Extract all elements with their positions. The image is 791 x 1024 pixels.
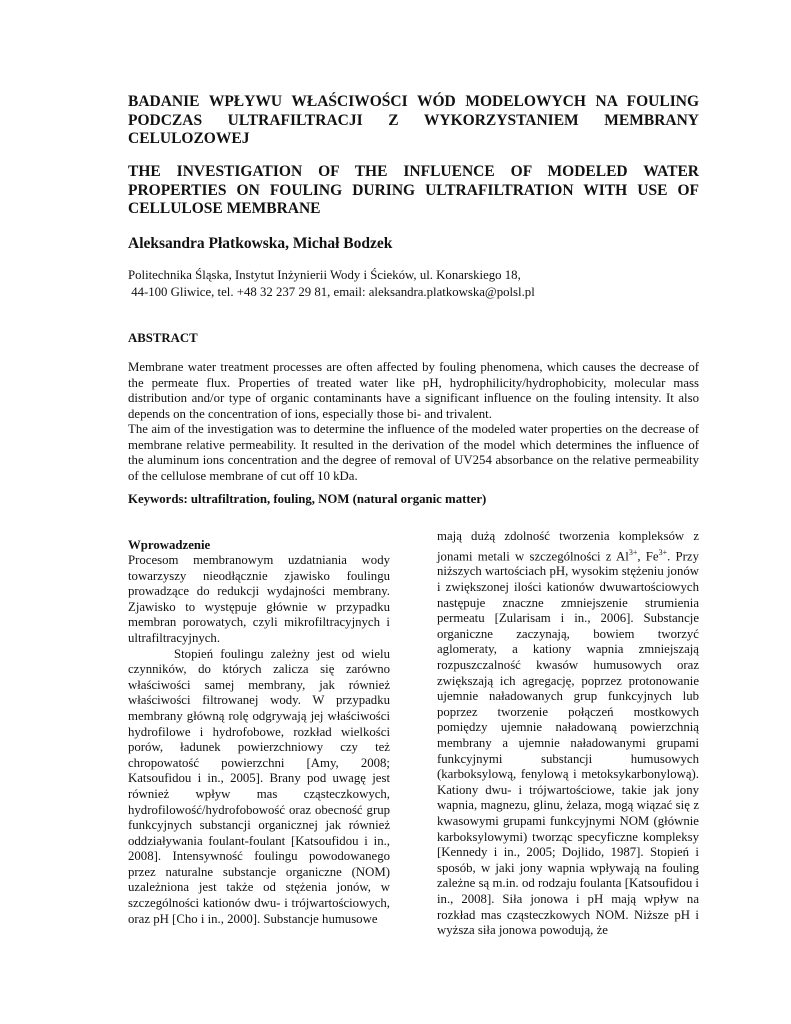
superscript-charge: 3+ [628,547,638,557]
intro-paragraph-continued [437,529,699,939]
affiliation-line-2: 44-100 Gliwice, tel. +48 32 237 29 81, email: aleksandra.platkowska@polsl.pl [128,285,535,299]
keywords: Keywords: ultrafiltration, fouling, NOM (natural organic matter) [128,492,487,506]
affiliation [128,267,708,301]
abstract-heading: ABSTRACT [128,331,198,345]
affiliation-line-1: Politechnika Śląska, Instytut Inżynierii Wody i Ścieków, ul. Konarskiego 18, [128,268,521,282]
text-run: . Przy niższych wartościach pH, wysokim stężeniu jonów i zwiększonej ilości kationów dwuwartościowych następuje znaczne zmniejszenie strumienia permeatu [Zularisam i in., 2006]. Substancje organiczne zaczynają, bowiem tworzyć aglomeraty, a kationy wapnia zmniejszają rozpuszczalność kwasów humusowych oraz zwiększają ich agregację, poprzez protonowanie ujemnie naładowanych grup funkcyjnych lub poprzez tworzenie połączeń mostkowych pomiędzy ujemnie naładowaną powierzchnią membrany a ujemnie naładowanymi grupami funkcyjnymi substancji humusowych (karboksylową, fenylową i metoksykarbonylową). Kationy dwu- i trójwartościowe, takie jak jony wapnia, magnezu, glinu, żelaza, mogą wiązać się z kwasowymi grupami funkcyjnymi NOM (głównie karboksylowymi) tworząc specyficzne kompleksy [Kennedy i in., 2005; Dojlido, 1987]. Stopień i sposób, w jaki jony wapnia wpływają na fouling zależne są m.in. od rodzaju foulanta [Katsoufidou i in., 2008]. Siła jonowa i pH mają wpływ na rozkład mas cząsteczkowych NOM. Niższe pH i wyższa siła jonowa powodują, że [437,548,700,938]
superscript-charge: 3+ [658,547,668,557]
abstract-paragraph-1: Membrane water treatment processes are often affected by fouling phenomena, which causes the decrease of the permeate flux. Properties of treated water like pH, hydrophilicity/hydrophobicity, molecular mass distribution and/or type of organic contaminants have a significant influence on the fouling intensity. It also depends on the concentration of ions, especially those bi- and trivalent. [128,360,699,421]
left-column [128,537,390,927]
text-run: mają dużą zdolność tworzenia kompleksów z jonami metali w szczególności z Al [437,529,699,563]
abstract-body [128,360,699,484]
intro-paragraph-2: Stopień foulingu zależny jest od wielu czynników, do których zalicza się zarówno właściwości samej membrany, jak również właściwości filtrowanej wody. W przypadku membrany główną rolę odgrywają jej właściwości hydrofilowe i hydrofobowe, rozkład wielkości porów, ładunek powierzchniowy czy też chropowatość powierzchni [Amy, 2008; Katsoufidou i in., 2005]. Brany pod uwagę jest również wpływ mas cząsteczkowych, hydrofilowość/hydrofobowość oraz obecność grup funkcyjnych substancji organicznej jak również oddziaływania foulant-foulant [Katsoufidou i in., 2008]. Intensywność foulingu powodowanego przez naturalne substancje organiczne (NOM) uzależniona jest także od stężenia jonów, w szczególności kationów dwu- i trójwartościowych, oraz pH [Cho i in., 2000]. Substancje humusowe [128,646,390,926]
section-heading-introduction: Wprowadzenie [128,538,211,552]
title-english: THE INVESTIGATION OF THE INFLUENCE OF MODELED WATER PROPERTIES ON FOULING DURING ULTRAFILTRATION WITH USE OF CELLULOSE MEMBRANE [128,163,699,217]
intro-paragraph-1: Procesom membranowym uzdatniania wody towarzyszy nieodłącznie zjawisko foulingu prowadzące do redukcji wydajności membrany. Zjawisko to występuje głównie w przypadku membran porowatych, czyli mikrofiltracyjnych i ultrafiltracyjnych. [128,553,390,645]
abstract-paragraph-2: The aim of the investigation was to determine the influence of the modeled water properties on the decrease of membrane relative permeability. It resulted in the derivation of the model which determines the influence of the aluminum ions concentration and the degree of removal of UV254 absorbance on the relative permeability of the cellulose membrane of cut off 10 kDa. [128,422,699,483]
right-column [437,529,699,939]
text-run: , Fe [637,548,659,563]
authors: Aleksandra Płatkowska, Michał Bodzek [128,235,393,252]
title-polish: BADANIE WPŁYWU WŁAŚCIWOŚCI WÓD MODELOWYCH NA FOULING PODCZAS ULTRAFILTRACJI Z WYKORZYSTANIEM MEMBRANY CELULOZOWEJ [128,93,699,147]
